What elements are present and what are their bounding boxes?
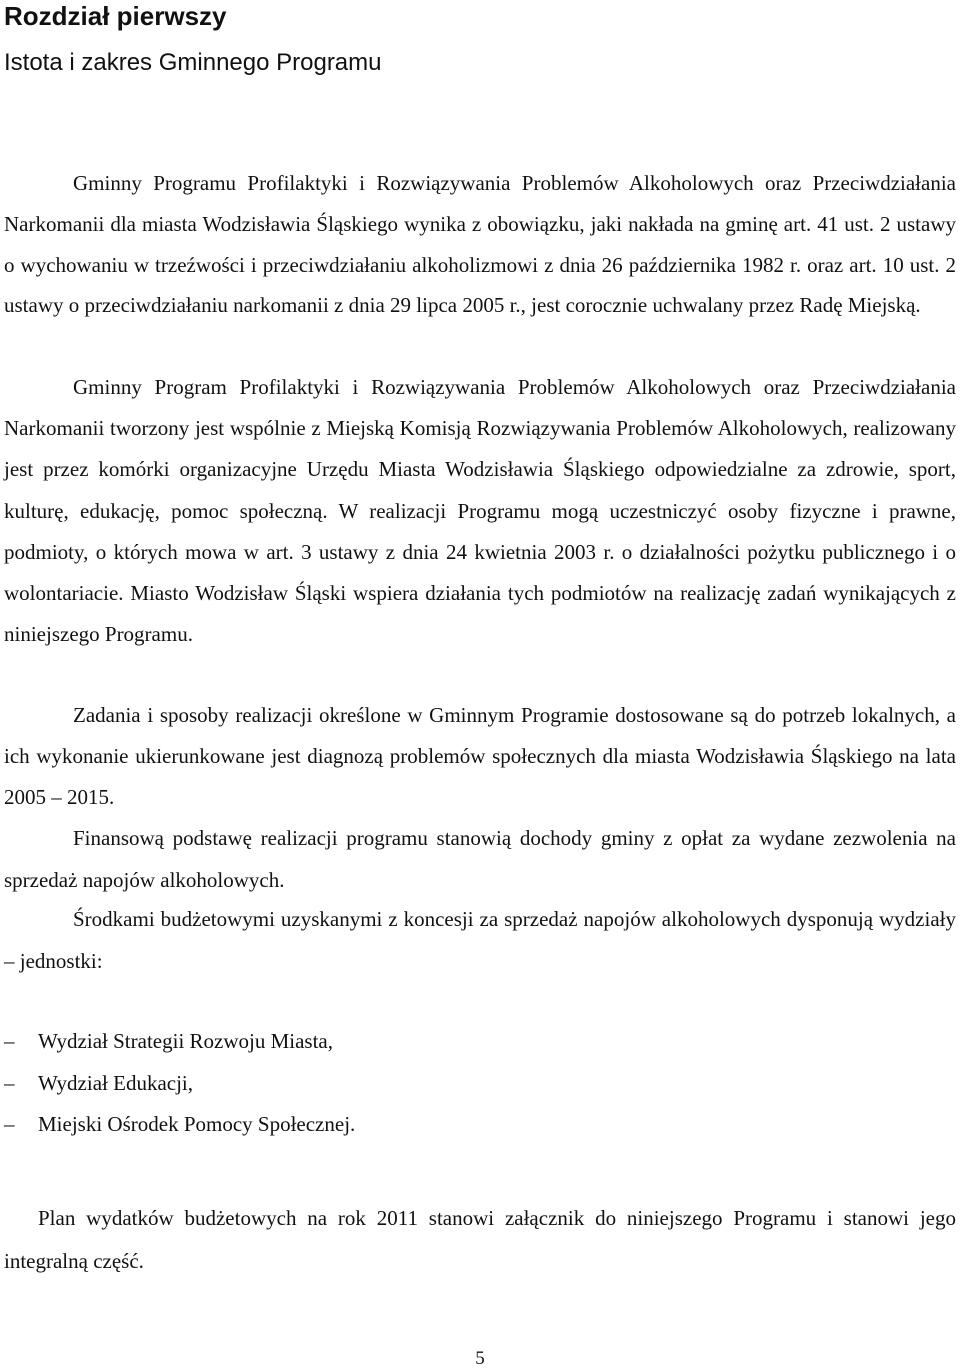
list-item-label: Wydział Edukacji, [38, 1070, 194, 1095]
chapter-subtitle: Istota i zakres Gminnego Programu [4, 49, 382, 76]
dash-bullet-icon: – [4, 1070, 15, 1095]
list-item [0, 1063, 960, 1105]
dash-bullet-icon: – [4, 1029, 15, 1053]
paragraph-program-creation: Gminny Program Profilaktyki i Rozwiązywania Problemów Alkoholowych oraz Przeciwdziałania Narkomanii tworzony jest wspólnie z Miejską Komisją Rozwiązywania Problemów Alkoholowych, realizowany jest przez komórki organizacyjne Urzędu Miasta Wodzisławia Śląskiego odpowiedzialne za zdrowie, sport, kulturę, edukację, pomoc społeczną. W realizacji Programu mogą uczestniczyć osoby fizyczne i prawne, podmioty, o których mowa w art. 3 ustawy z dnia 24 kwietnia 2003 r. o działalności pożytku publicznego i o wolontariacie. Miasto Wodzisław Śląski wspiera działania tych podmiotów na realizację zadań wynikających z niniejszego Programu. [4, 375, 956, 647]
chapter-title: Rozdział pierwszy [4, 1, 227, 31]
list-item [0, 1104, 960, 1146]
department-list [0, 1021, 960, 1146]
dash-bullet-icon: – [4, 1112, 15, 1136]
list-item-label: Miejski Ośrodek Pomocy Społecznej. [38, 1112, 356, 1136]
paragraph-budget-units: Środkami budżetowymi uzyskanymi z koncesji za sprzedaż napojów alkoholowych dysponują wydziały – jednostki: [4, 907, 956, 973]
paragraph-legal-basis: Gminny Programu Profilaktyki i Rozwiązywania Problemów Alkoholowych oraz Przeciwdziałania Narkomanii dla miasta Wodzisławia Śląskiego wynika z obowiązku, jaki nakłada na gminę art. 41 ust. 2 ustawy o wychowaniu w trzeźwości i przeciwdziałaniu alkoholizmowi z dnia 26 października 1982 r. oraz art. 10 ust. 2 ustawy o przeciwdziałaniu narkomanii z dnia 29 lipca 2005 r., jest corocznie uchwalany przez Radę Miejską. [4, 171, 956, 318]
paragraph-tasks: Zadania i sposoby realizacji określone w Gminnym Programie dostosowane są do potrzeb lokalnych, a ich wykonanie ukierunkowane jest diagnozą problemów społecznych dla miasta Wodzisławia Śląskiego na lata 2005 – 2015. [4, 703, 956, 809]
page-number: 5 [475, 1348, 485, 1369]
paragraph-budget-plan: Plan wydatków budżetowych na rok 2011 stanowi załącznik do niniejszego Programu i stanowi jego integralną część. [4, 1206, 956, 1273]
paragraph-financing: Finansową podstawę realizacji programu stanowią dochody gminy z opłat za wydane zezwolenia na sprzedaż napojów alkoholowych. [4, 826, 956, 892]
list-item [0, 1021, 960, 1063]
list-item-label: Wydział Strategii Rozwoju Miasta, [38, 1029, 334, 1053]
